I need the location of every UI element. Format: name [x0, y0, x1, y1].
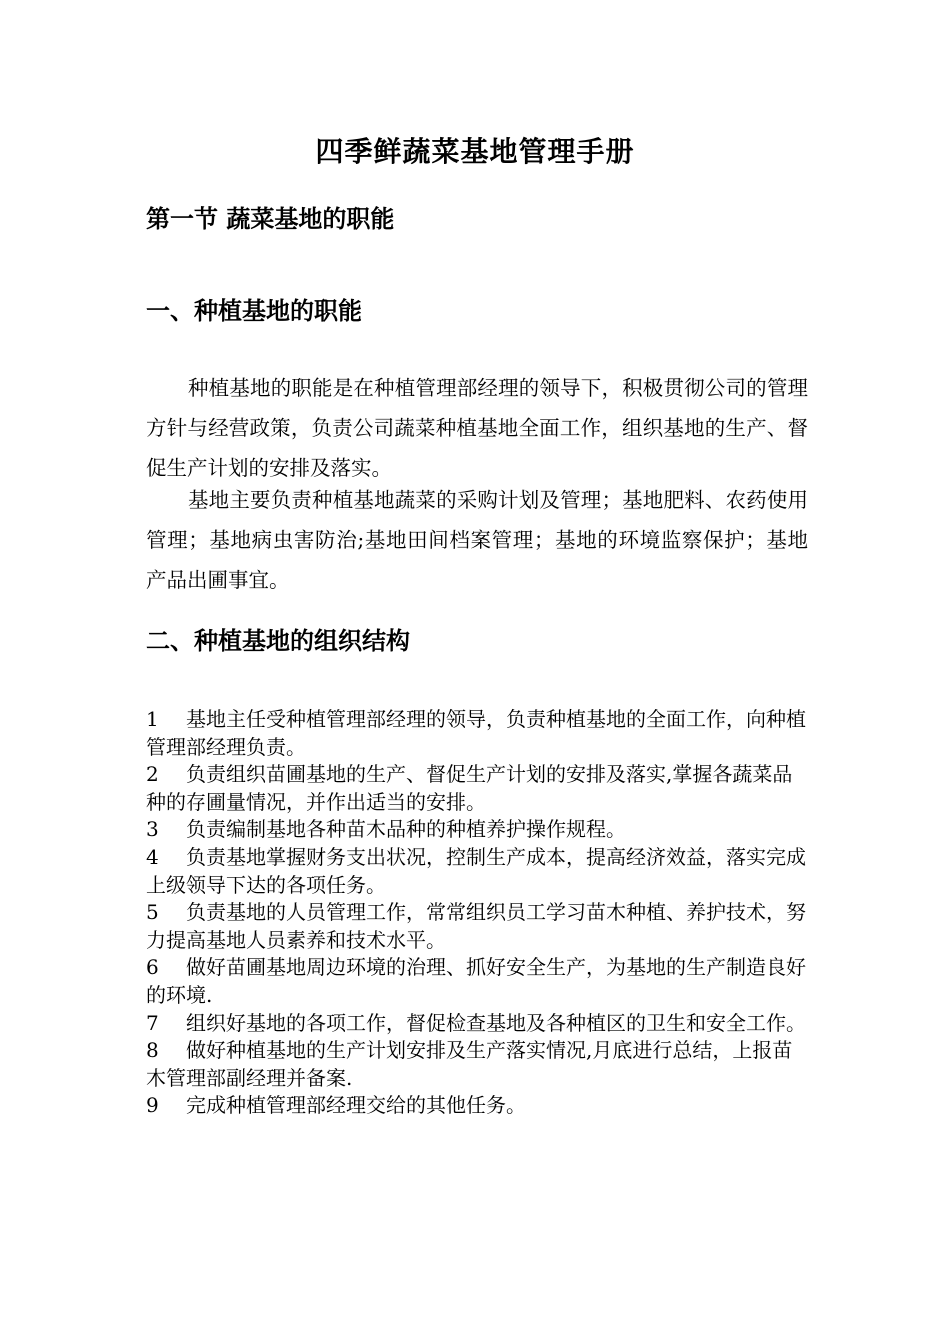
subsection-heading-functions: 一、种植基地的职能: [146, 296, 362, 325]
duty-text: 做好苗圃基地周边环境的治理、抓好安全生产，为基地的生产制造良好的环境.: [146, 955, 806, 1007]
duty-text: 负责基地的人员管理工作，常常组织员工学习苗木种植、养护技术，努力提高基地人员素养和技术水平。: [146, 900, 806, 952]
duty-number: 2: [146, 762, 159, 787]
duty-text: 做好种植基地的生产计划安排及生产落实情况,月底进行总结，上报苗木管理部副经理并备案.: [146, 1038, 793, 1090]
duty-item: [146, 954, 812, 1009]
duty-text: 负责组织苗圃基地的生产、督促生产计划的安排及落实,掌握各蔬菜品种的存圃量情况，并作出适当的安排。: [146, 762, 793, 814]
paragraph-responsibilities: 基地主要负责种植基地蔬菜的采购计划及管理；基地肥料、农药使用管理；基地病虫害防治;基地田间档案管理；基地的环境监察保护；基地产品出圃事宜。: [146, 488, 808, 592]
duty-number: 9: [146, 1093, 159, 1118]
duty-item: [146, 706, 812, 761]
duty-text: 负责基地掌握财务支出状况，控制生产成本，提高经济效益，落实完成上级领导下达的各项任务。: [146, 844, 806, 897]
paragraph-functions: 种植基地的职能是在种植管理部经理的领导下，积极贯彻公司的管理方针与经营政策，负责公司蔬菜种植基地全面工作，组织基地的生产、督促生产计划的安排及落实。: [146, 376, 808, 480]
duty-text: 负责编制基地各种苗木品种的种植养护操作规程。: [186, 817, 626, 842]
duty-number: 6: [146, 955, 159, 980]
duty-number: 7: [146, 1010, 159, 1035]
duty-item: [146, 1037, 812, 1092]
duty-text: 完成种植管理部经理交给的其他任务。: [186, 1093, 526, 1118]
duty-item: [146, 899, 812, 954]
duty-item: [146, 761, 812, 816]
duty-number: 8: [146, 1038, 159, 1063]
duty-number: 4: [146, 844, 159, 869]
duty-item: [146, 1010, 812, 1038]
duty-number: 5: [146, 900, 159, 925]
duty-list: [146, 706, 812, 1120]
document-title: 四季鲜蔬菜基地管理手册: [315, 135, 635, 168]
section-heading: 第一节 蔬菜基地的职能: [146, 204, 395, 233]
duty-text: 基地主任受种植管理部经理的领导，负责种植基地的全面工作，向种植管理部经理负责。: [146, 707, 806, 759]
duty-item: [146, 816, 812, 844]
duty-number: 1: [146, 707, 159, 731]
duty-item: [146, 844, 812, 899]
duty-number: 3: [146, 817, 159, 842]
subsection-heading-structure: 二、种植基地的组织结构: [146, 626, 410, 655]
duty-item: [146, 1092, 812, 1120]
duty-text: 组织好基地的各项工作，督促检查基地及各种植区的卫生和安全工作。: [186, 1010, 806, 1035]
